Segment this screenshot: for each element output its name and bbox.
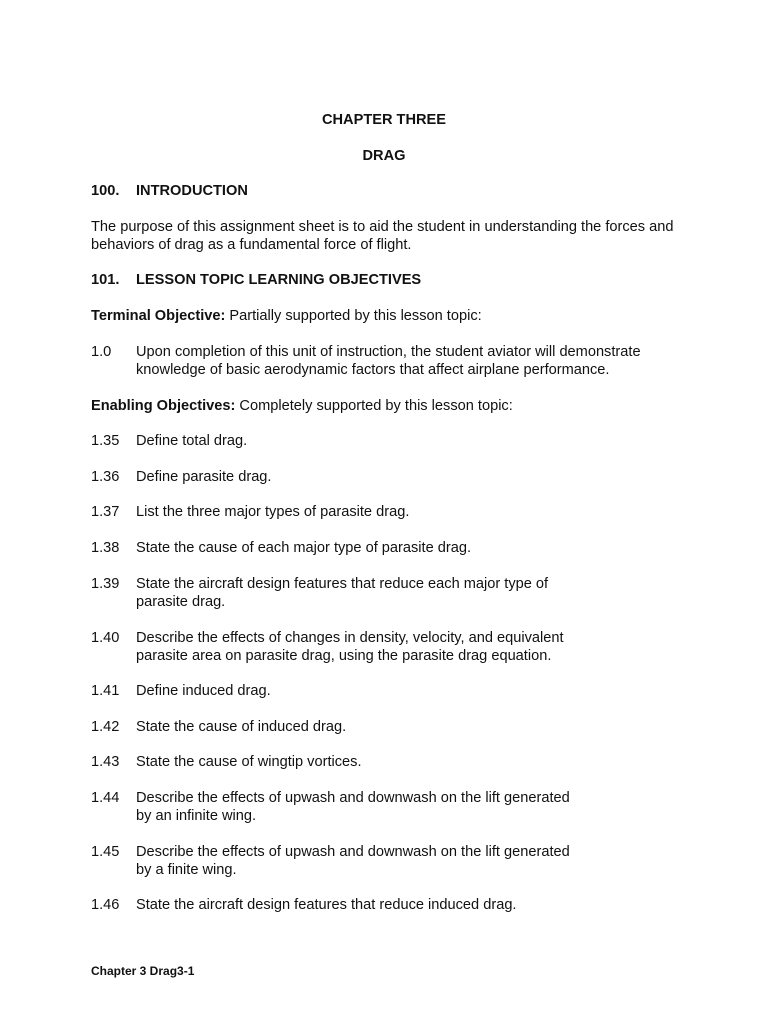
objective-text: Describe the effects of upwash and downwash on the lift generated by an infinite wing.: [136, 790, 570, 824]
objective-number: 1.46: [91, 897, 120, 913]
objective-number: 1.40: [91, 630, 120, 646]
objective-text: State the cause of wingtip vortices.: [136, 754, 362, 770]
objective-number: 1.45: [91, 844, 120, 860]
section-number: 101.: [91, 272, 120, 288]
objective-text: Define parasite drag.: [136, 469, 272, 485]
objective-text: Define total drag.: [136, 433, 248, 449]
section-title: INTRODUCTION: [136, 183, 248, 199]
objective-text: Define induced drag.: [136, 683, 271, 699]
objective-number: 1.0: [91, 344, 112, 360]
objective-text: State the aircraft design features that reduce each major type of parasite drag.: [136, 576, 549, 610]
objective-text: Upon completion of this unit of instruction, the student aviator will demonstrate knowledge of basic aerodynamic factors that affect airplane performance.: [136, 344, 641, 378]
objective-number: 1.43: [91, 754, 120, 770]
objective-text: Describe the effects of changes in density, velocity, and equivalent parasite area on parasite drag, using the parasite drag equation.: [136, 630, 564, 664]
objective-text: State the cause of each major type of parasite drag.: [136, 540, 472, 556]
topic-title: DRAG: [362, 148, 406, 164]
enabling-objectives-line: [91, 397, 513, 415]
objective-text: List the three major types of parasite drag.: [136, 504, 410, 520]
terminal-objective-line: [91, 307, 482, 325]
section-title: LESSON TOPIC LEARNING OBJECTIVES: [136, 272, 422, 288]
objective-text: Describe the effects of upwash and downwash on the lift generated by a finite wing.: [136, 844, 570, 878]
objective-number: 1.39: [91, 576, 120, 592]
objective-number: 1.38: [91, 540, 120, 556]
terminal-objective-text: Partially supported by this lesson topic:: [225, 308, 482, 324]
enabling-objectives-label: Enabling Objectives:: [91, 398, 236, 414]
objective-number: 1.36: [91, 469, 120, 485]
objective-number: 1.41: [91, 683, 120, 699]
section-number: 100.: [91, 183, 120, 199]
objective-text: State the cause of induced drag.: [136, 719, 347, 735]
objective-text: State the aircraft design features that reduce induced drag.: [136, 897, 517, 913]
intro-paragraph: The purpose of this assignment sheet is to aid the student in understanding the forces and behaviors of drag as a fundamental force of flight.: [91, 219, 674, 253]
objective-number: 1.44: [91, 790, 120, 806]
objective-number: 1.42: [91, 719, 120, 735]
page-footer: Chapter 3 Drag3-1: [91, 964, 195, 978]
objective-number: 1.37: [91, 504, 120, 520]
enabling-objectives-text: Completely supported by this lesson topic:: [235, 398, 513, 414]
objective-number: 1.35: [91, 433, 120, 449]
terminal-objective-label: Terminal Objective:: [91, 308, 226, 324]
chapter-title: CHAPTER THREE: [321, 112, 447, 128]
document-page: [91, 0, 681, 1024]
